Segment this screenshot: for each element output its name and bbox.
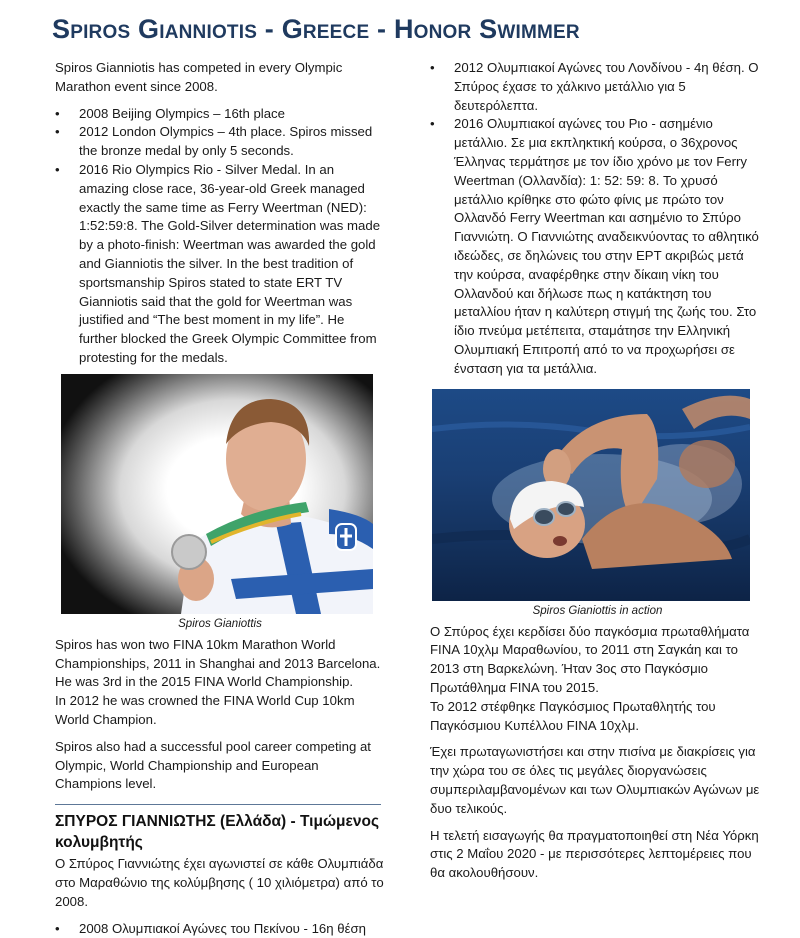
list-item: • 2016 Ολυμπιακοί αγώνες του Ριο - ασημένιο μετάλλιο. Σε μια εκπληκτική κούρσα, ο 36χρονος Έλληνας τερμάτησε με τον ίδιο χρόνο με τον Ferry Weertman (Ολλανδία): 1: 52: 59: 8. Το χρυσό μετάλλιο κρίθηκε στο φώτο φίνις με πρώτο τον Ολλανδό Ferry Weertman και ασημένιο το Σπύρο Γιαννιώτη. Ο Γιαννιώτης αναδεικνύοντας το αθλητικό ιδεώδες, σε δηλώνεις του στην ΕΡΤ ακριβώς μετά την κούρσα, αναφέρθηκε στην δίκαιη νίκη του Ολλανδού και δήλωσε πως η κατάκτηση του μεταλλίου ήταν η καλύτερη στιγμή της ζωής του. Στο ίδιο πνεύμα μετέπειτα, σταμάτησε την Ελληνική Ολυμπιακή Επιτροπή από το να προχωρήσει σε ένσταση για τα μετάλλια. <box>430 116 759 376</box>
intro-paragraph: Spiros Gianniotis has competed in every Olympic Marathon event since 2008. <box>55 60 343 94</box>
page-title: Spiros Gianniotis - Greece - Honor Swimmer <box>52 14 580 44</box>
medal-photo <box>61 374 373 614</box>
photo-caption: Spiros Gianiottis <box>178 617 262 630</box>
photo-caption: Spiros Gianiottis in action <box>532 604 663 617</box>
greek-results-list-continued <box>430 59 765 379</box>
list-item: • 2016 Rio Olympics Rio - Silver Medal. In an amazing close race, 36-year-old Greek managed exactly the same time as Ferry Weertman (NED): 1:52:59:8. The Gold-Silver determination was made by a photo-finish: Weertman was awarded the gold and Gianniotis the silver. In the best tradition of sportsmanship Spiros stated to state ERT TV Gianniotis said that the gold for Weertman was justified and “The best moment in my life”. He further blocked the Greek Olympic Committee from protesting for the medals. <box>55 161 381 365</box>
pool-career-paragraph: Spiros also had a successful pool career competing at Olympic, World Championship and European Champions level. <box>55 738 371 792</box>
pool-career-paragraph-greek: Έχει πρωταγωνιστήσει και στην πισίνα με διακρίσεις για την χώρα του σε όλες τις μεγάλες διοργανώσεις συμπεριλαμβανομένων και των Ολυμπιακών Αγώνων με δυο τελικούς. <box>430 744 760 816</box>
greek-results-list <box>55 920 385 938</box>
bullet-icon: • <box>430 116 435 132</box>
greek-intro-paragraph: Ο Σπύρος Γιαννιώτης έχει αγωνιστεί σε κάθε Ολυμπιάδα στο Μαραθώνιο της κολύμβησης ( 10 χιλιόμετρα) από το 2008. <box>55 856 384 909</box>
medal-photo-figure <box>55 374 385 632</box>
bullet-icon: • <box>55 105 60 121</box>
bullet-icon: • <box>430 60 435 75</box>
induction-ceremony-paragraph: Η τελετή εισαγωγής θα πραγματοποιηθεί στη Νέα Υόρκη στις 2 Μαΐου 2020 - με περισσότερες λεπτομέρειες που θα ακολουθήσουν. <box>430 827 759 881</box>
english-column <box>55 59 385 938</box>
bullet-icon: • <box>55 161 60 177</box>
list-item: • 2012 London Olympics – 4th place. Spiros missed the bronze medal by only 5 seconds. <box>55 124 373 159</box>
bullet-icon: • <box>55 920 60 936</box>
list-item: • 2008 Ολυμπιακοί Αγώνες του Πεκίνου - 16η θέση <box>55 920 385 938</box>
world-cup-paragraph: In 2012 he was crowned the FINA World Cup 10km World Champion. <box>55 693 355 727</box>
list-item: • 2012 Ολυμπιακοί Αγώνες του Λονδίνου - 4η θέση. Ο Σπύρος έχασε το χάλκινο μετάλλιο για 5 δευτερόλεπτα. <box>430 60 759 113</box>
list-item: • 2008 Beijing Olympics – 16th place <box>55 105 385 124</box>
world-cup-paragraph-greek: Το 2012 στέφθηκε Παγκόσμιος Πρωταθλητής του Παγκόσμιου Κυπέλλου FINA 10χλμ. <box>430 698 716 733</box>
section-divider <box>55 804 381 805</box>
swimmer-with-medal-illustration <box>61 374 373 614</box>
world-championships-paragraph: Spiros has won two FINA 10km Marathon World Championships, 2011 in Shanghai and 2013 Barcelona. He was 3rd in the 2015 FINA World Championship. <box>55 636 381 690</box>
world-championships-paragraph-greek: Ο Σπύρος έχει κερδίσει δύο παγκόσμια πρωταθλήματα FINA 10χλμ Μαραθωνίου, το 2011 στη Σαγκάη και το 2013 στη Βαρκελώνη. Ήταν 3ος στο Παγκόσμιο Πρωτάθλημα FINA του 2015. <box>430 623 750 695</box>
action-photo <box>432 389 750 601</box>
bullet-icon: • <box>55 124 60 140</box>
greek-column <box>430 59 765 891</box>
swimmer-in-action-illustration <box>432 389 750 601</box>
greek-section-heading: ΣΠΥΡΟΣ ΓΙΑΝΝΙΩΤΗΣ (Ελλάδα) - Τιμώμενος κολυμβητής <box>55 813 380 852</box>
olympic-results-list <box>55 105 385 368</box>
action-photo-figure <box>430 389 765 619</box>
